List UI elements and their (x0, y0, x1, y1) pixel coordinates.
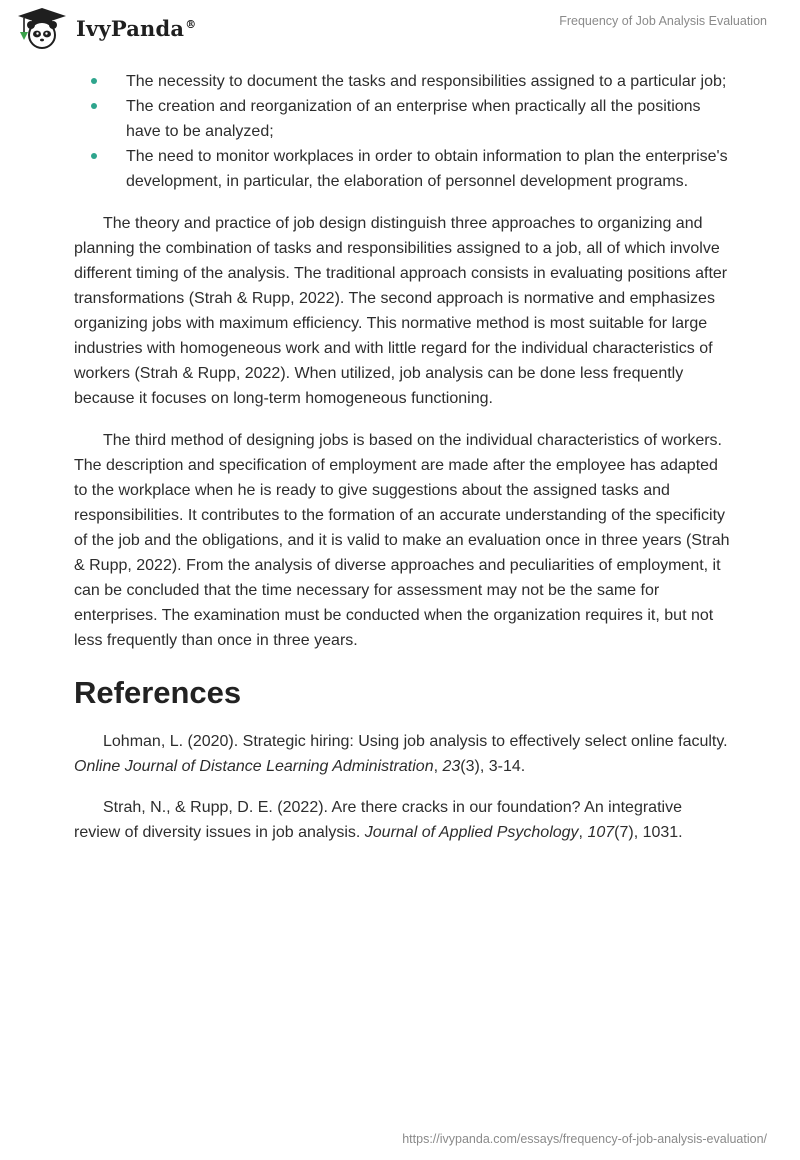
list-item: The need to monitor workplaces in order to obtain information to plan the enterprise's development, in particular, the elaboration of personnel development programs. (74, 144, 732, 194)
volume-number: 23 (442, 758, 461, 775)
bullet-list (74, 69, 732, 194)
logo-wordmark: IvyPanda® (76, 15, 197, 41)
document-title: Frequency of Job Analysis Evaluation (559, 14, 767, 28)
registered-mark: ® (185, 17, 197, 31)
list-item: The necessity to document the tasks and responsibilities assigned to a particular job; (74, 69, 732, 94)
bullet-dot-icon (91, 153, 97, 159)
essay-content (74, 69, 732, 845)
bullet-dot-icon (91, 103, 97, 109)
reference-entry: Strah, N., & Rupp, D. E. (2022). Are there cracks in our foundation? An integrative review of diversity issues in job analysis. Journal of Applied Psychology, 107(7), 1031. (74, 799, 683, 841)
reference-entry: Lohman, L. (2020). Strategic hiring: Using job analysis to effectively select online faculty. Online Journal of Distance Learning Administration, 23(3), 3-14. (74, 733, 728, 775)
references-heading: References (74, 675, 242, 710)
journal-title: Online Journal of Distance Learning Administration (74, 758, 434, 775)
page-header (0, 0, 800, 60)
list-item: The creation and reorganization of an enterprise when practically all the positions have to be analyzed; (74, 94, 732, 144)
panda-graduate-icon (14, 6, 70, 50)
volume-number: 107 (587, 824, 615, 841)
bullet-dot-icon (91, 78, 97, 84)
paragraph: The theory and practice of job design distinguish three approaches to organizing and planning the combination of tasks and responsibilities assigned to a job, all of which involve different timing of the analysis. The traditional approach consists in evaluating positions after transformations (Strah & Rupp, 2022). The second approach is normative and emphasizes organizing jobs with maximum efficiency. This normative method is most suitable for large industries with homogeneous work and with little regard for the individual characteristics of workers (Strah & Rupp, 2022). When utilized, job analysis can be done less frequently because it focuses on long-term homogeneous functioning. (74, 215, 728, 407)
journal-title: Journal of Applied Psychology (364, 824, 579, 841)
ivypanda-logo[interactable] (14, 6, 196, 50)
source-url-link[interactable]: https://ivypanda.com/essays/frequency-of-job-analysis-evaluation/ (402, 1132, 767, 1146)
paragraph: The third method of designing jobs is based on the individual characteristics of workers. The description and specification of employment are made after the employee has adapted to the workplace when he is ready to give suggestions about the assigned tasks and responsibilities. It contributes to the formation of an accurate understanding of the specificity of the job and the obligations, and it is valid to make an evaluation once in three years (Strah & Rupp, 2022). From the analysis of diverse approaches and peculiarities of employment, it can be concluded that the time necessary for assessment may not be the same for enterprises. The examination must be conducted when the organization requires it, but not less frequently than once in three years. (74, 432, 730, 649)
